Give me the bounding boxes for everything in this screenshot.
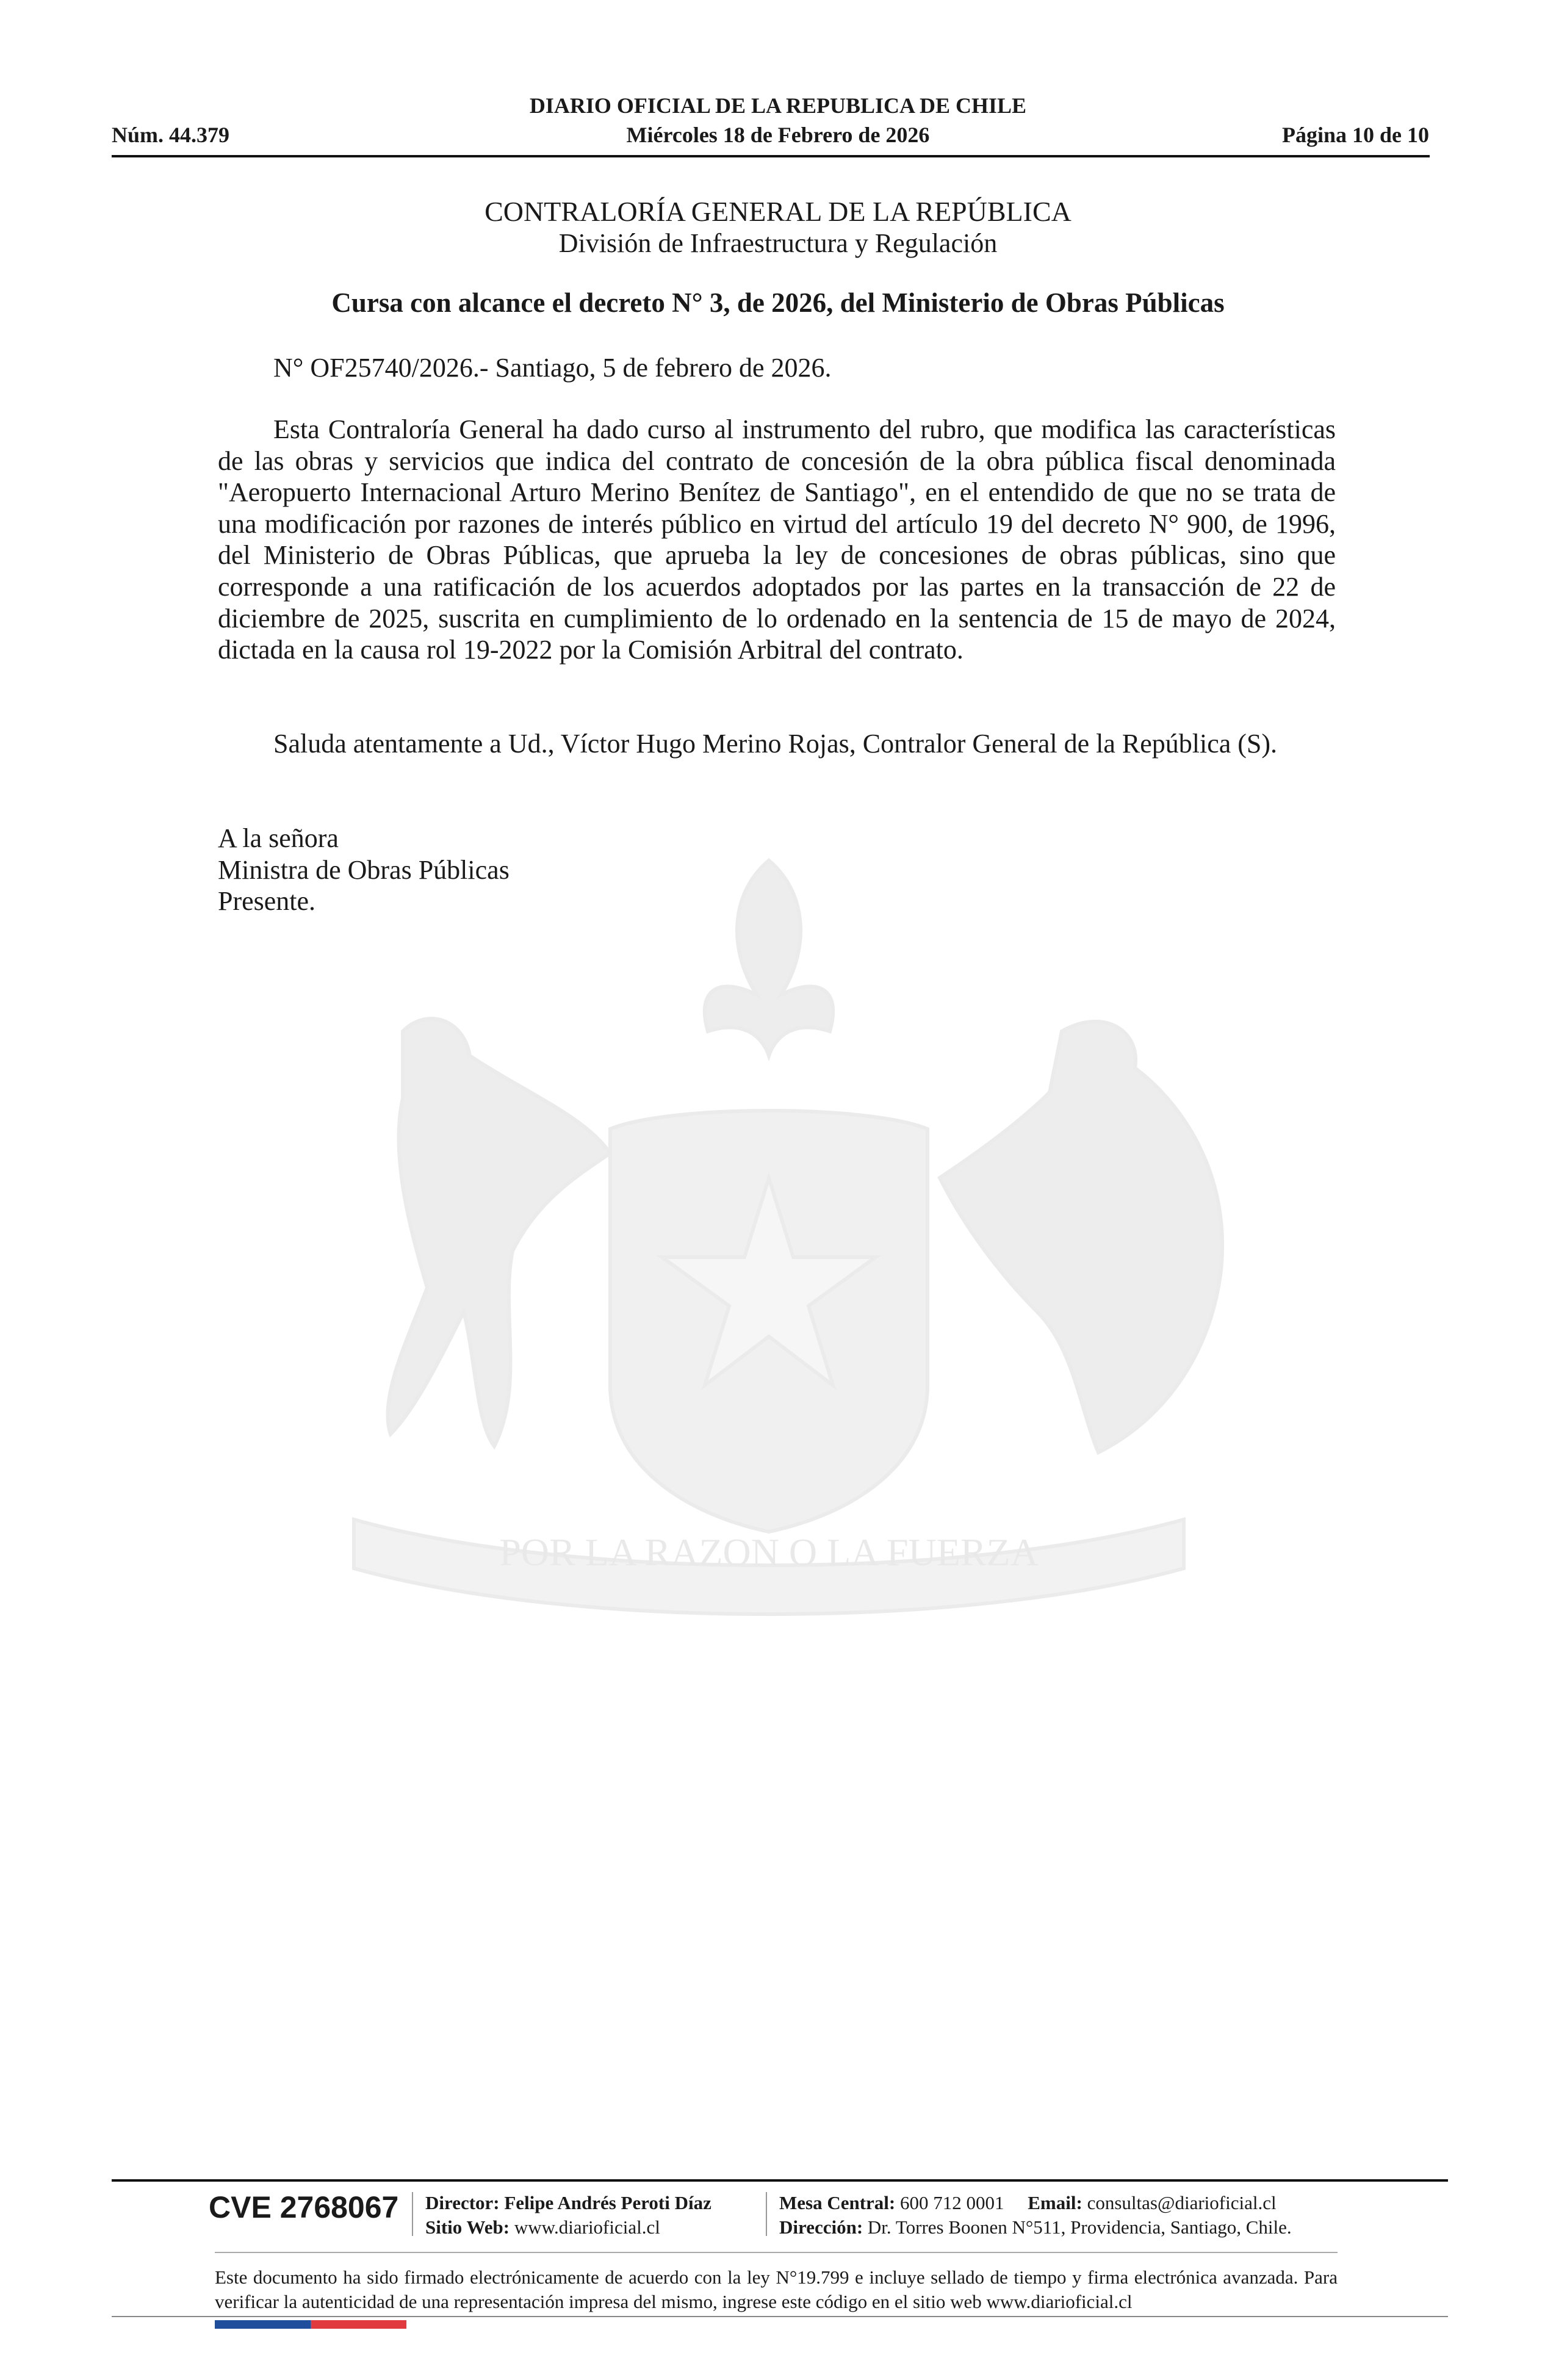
document-reference: N° OF25740/2026.- Santiago, 5 de febrero de 2026. [273,353,832,383]
director-label: Director: [425,2192,500,2213]
email-label: Email: [1028,2192,1082,2213]
cve-code: CVE 2768067 [209,2190,399,2224]
footer-director [425,2192,711,2214]
web-label: Sitio Web: [425,2216,510,2238]
footer-contact [779,2192,1277,2214]
issue-date: Miércoles 18 de Febrero de 2026 [626,123,930,147]
footer-legal-note: Este documento ha sido firmado electrónicamente de acuerdo con la ley N°19.799 e incluye sellado de tiempo y firma electrónica avanzada. Para verificar la autenticidad de una representación impresa del mismo, ingrese este código en el sitio web www.diarioficial.cl [215,2266,1338,2312]
mesa-value: 600 712 0001 [900,2192,1004,2213]
division-name: División de Infraestructura y Regulación [558,228,998,258]
addressee-line-1: A la señora [218,823,339,853]
addressee-block [218,823,510,917]
journal-title: DIARIO OFICIAL DE LA REPUBLICA DE CHILE [529,93,1027,118]
email-value: consultas@diarioficial.cl [1087,2192,1277,2213]
web-value: www.diarioficial.cl [514,2216,660,2238]
body-paragraph-2: Saluda atentamente a Ud., Víctor Hugo Merino Rojas, Contralor General de la República (S). [273,729,1278,759]
footer-bottom-rule [112,2316,1448,2317]
footer-address [779,2216,1292,2238]
addressee-line-2: Ministra de Obras Públicas [218,854,510,885]
flag-stripe-blue [215,2320,311,2329]
coat-of-arms-motto: POR LA RAZON O LA FUERZA [499,1531,1039,1574]
body-paragraph-1: Esta Contraloría General ha dado curso al instrumento del rubro, que modifica las características de las obras y servicios que indica del contrato de concesión de la obra pública fiscal denominada "Aeropuerto Internacional Arturo Merino Benítez de Santiago", en el entendido de que no se trata de una modificación por razones de interés público en virtud del artículo 19 del decreto N° 900, de 1996, del Ministerio de Obras Públicas, que aprueba la ley de concesiones de obras públicas, sino que corresponde a una ratificación de los acuerdos adoptados por las partes en la transacción de 22 de diciembre de 2025, suscrita en cumplimiento de lo ordenado en la sentencia de 15 de mayo de 2024, dictada en la causa rol 19-2022 por la Comisión Arbitral del contrato. [218,414,1336,665]
header-rule [112,155,1430,157]
footer-separator [412,2192,413,2236]
institution-name: CONTRALORÍA GENERAL DE LA REPÚBLICA [484,196,1072,227]
flag-stripe-red [311,2320,406,2329]
document-subject: Cursa con alcance el decreto N° 3, de 2026, del Ministerio de Obras Públicas [331,287,1225,318]
footer-website [425,2216,660,2238]
page-number: Página 10 de 10 [1281,123,1429,147]
director-value: Felipe Andrés Peroti Díaz [504,2192,711,2213]
coat-of-arms-icon [207,836,1330,1678]
address-value: Dr. Torres Boonen N°511, Providencia, Santiago, Chile. [867,2216,1292,2238]
footer-inner-rule [215,2252,1338,2253]
footer-separator [766,2192,767,2236]
mesa-label: Mesa Central: [779,2192,896,2213]
addressee-line-3: Presente. [218,886,316,917]
address-label: Dirección: [779,2216,863,2238]
footer-rule [112,2179,1448,2182]
issue-number: Núm. 44.379 [112,123,230,147]
